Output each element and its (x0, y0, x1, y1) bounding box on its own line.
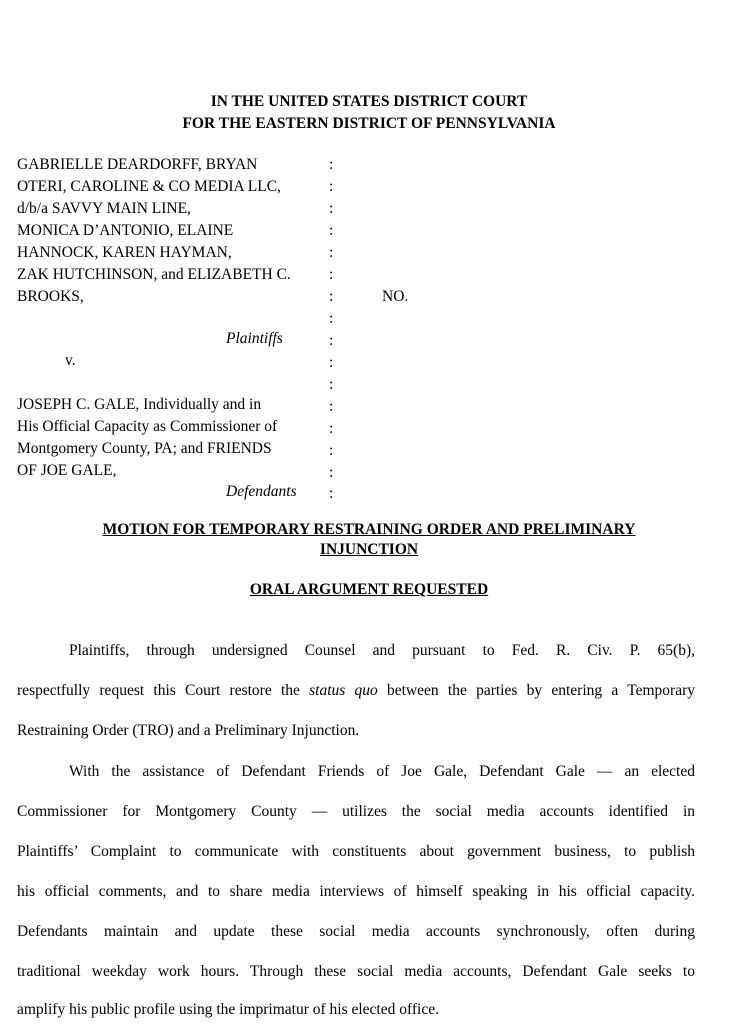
plaintiff-line: HANNOCK, KAREN HAYMAN, (17, 244, 232, 261)
plaintiff-line: GABRIELLE DEARDORFF, BRYAN (17, 156, 258, 173)
plaintiff-line: ZAK HUTCHINSON, and ELIZABETH C. (17, 266, 291, 283)
body-text-line: With the assistance of Defendant Friends of Joe Gale, Defendant Gale — an elected (69, 763, 695, 780)
court-name-line1: IN THE UNITED STATES DISTRICT COURT (210, 93, 528, 110)
body-text-segment: respectfully request this Court restore the (17, 682, 310, 699)
caption-divider-colon: : (329, 200, 334, 217)
caption-divider-colon: : (329, 464, 334, 481)
plaintiff-line: BROOKS, (17, 288, 84, 305)
caption-divider-colon: : (329, 288, 334, 305)
defendant-line: His Official Capacity as Commissioner of (17, 418, 278, 435)
caption-divider-colon: : (329, 485, 334, 502)
caption-divider-colon: : (329, 244, 334, 261)
caption-divider-colon: : (329, 376, 334, 393)
motion-title-line2: INJUNCTION (319, 541, 419, 558)
body-text-line: Defendants maintain and update these social media accounts synchronously, often during (17, 923, 695, 940)
body-text-line: amplify his public profile using the imprimatur of his elected office. (17, 1001, 439, 1018)
caption-divider-colon: : (329, 178, 334, 195)
caption-divider-colon: : (329, 398, 334, 415)
body-text-line: traditional weekday work hours. Through these social media accounts, Defendant Gale seeks to (17, 963, 695, 980)
caption-divider-colon: : (329, 442, 334, 459)
defendant-line: JOSEPH C. GALE, Individually and in (17, 396, 262, 413)
caption-divider-colon: : (329, 420, 334, 437)
plaintiff-line: d/b/a SAVVY MAIN LINE, (17, 200, 191, 217)
caption-divider-colon: : (329, 222, 334, 239)
body-text-line: his official comments, and to share media interviews of himself speaking in his official capacity. (17, 883, 695, 900)
body-text-line: Commissioner for Montgomery County — utilizes the social media accounts identified in (17, 803, 695, 820)
motion-title-line1: MOTION FOR TEMPORARY RESTRAINING ORDER AND PRELIMINARY (102, 521, 636, 538)
body-text-line: Restraining Order (TRO) and a Preliminary Injunction. (17, 722, 360, 739)
body-text-line: Plaintiffs, through undersigned Counsel and pursuant to Fed. R. Civ. P. 65(b), (69, 642, 695, 659)
body-text-line: Plaintiffs’ Complaint to communicate with constituents about government business, to publish (17, 843, 695, 860)
defendant-line: Montgomery County, PA; and FRIENDS (17, 440, 272, 457)
caption-divider-colon: : (329, 266, 334, 283)
versus-label: v. (65, 352, 76, 369)
caption-divider-colon: : (329, 310, 334, 327)
plaintiff-line: OTERI, CAROLINE & CO MEDIA LLC, (17, 178, 281, 195)
caption-divider-colon: : (329, 332, 334, 349)
caption-divider-colon: : (329, 156, 334, 173)
defendants-label: Defendants (226, 483, 297, 500)
body-text-segment: between the parties by entering a Temporary (377, 682, 695, 699)
case-number-label: NO. (382, 288, 409, 305)
status-quo-italic: status quo (309, 682, 378, 699)
defendant-line: OF JOE GALE, (17, 462, 117, 479)
body-text-line (17, 681, 695, 701)
caption-divider-colon: : (329, 354, 334, 371)
plaintiffs-label: Plaintiffs (226, 330, 283, 347)
oral-argument-heading: ORAL ARGUMENT REQUESTED (249, 581, 489, 598)
court-name-line2: FOR THE EASTERN DISTRICT OF PENNSYLVANIA (182, 115, 556, 132)
plaintiff-line: MONICA D’ANTONIO, ELAINE (17, 222, 234, 239)
